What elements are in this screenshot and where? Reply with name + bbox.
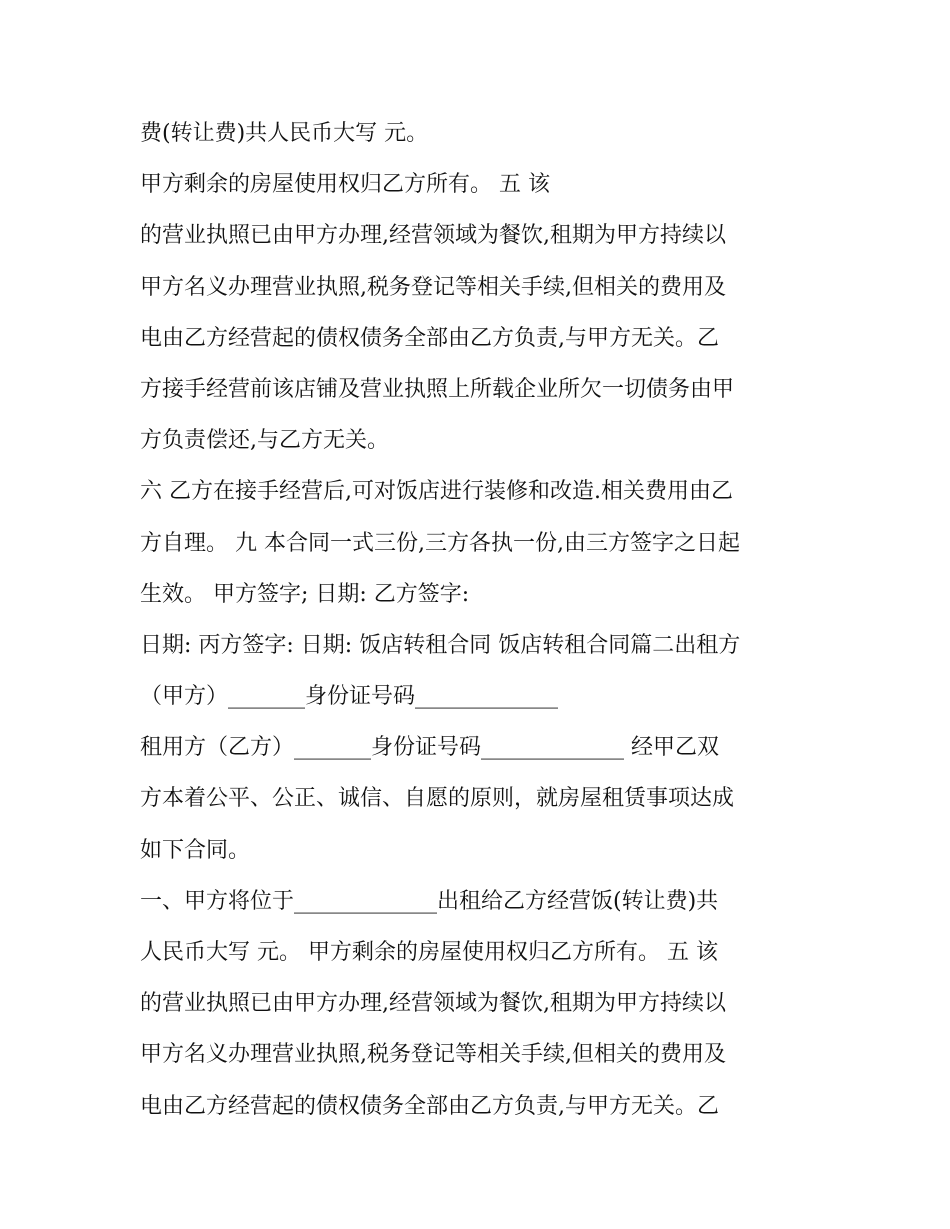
text-line: 一、甲方将位于_____________出租给乙方经营饭(转让费)共 xyxy=(140,888,719,914)
text-line: 费(转让费)共人民币大写 元。 xyxy=(140,121,429,146)
text-line: 六 乙方在接手经营后,可对饭店进行装修和改造.相关费用由乙 xyxy=(140,479,733,505)
text-line: （甲方）_______身份证号码_____________ xyxy=(140,684,559,710)
text-line: 甲方名义办理营业执照,税务登记等相关手续,但相关的费用及 xyxy=(140,1042,726,1068)
document-body xyxy=(140,108,830,1132)
text-line: 方本着公平、公正、诚信、自愿的原则，就房屋租赁事项达成 xyxy=(140,786,735,812)
text-line: 电由乙方经营起的债权债务全部由乙方负责,与甲方无关。乙 xyxy=(140,325,719,351)
text-line: 如下合同。 xyxy=(140,837,251,863)
text-line: 方接手经营前该店铺及营业执照上所载企业所欠一切债务由甲 xyxy=(140,376,735,402)
text-line: 甲方名义办理营业执照,税务登记等相关手续,但相关的费用及 xyxy=(140,274,726,300)
text-line: 租用方（乙方）_______身份证号码_____________ 经甲乙双 xyxy=(140,735,719,761)
text-line: 的营业执照已由甲方办理,经营领域为餐饮,租期为甲方持续以 xyxy=(140,223,726,249)
text-line: 电由乙方经营起的债权债务全部由乙方负责,与甲方无关。乙 xyxy=(140,1093,719,1119)
text-line: 生效。 甲方签字; 日期: 乙方签字: xyxy=(140,581,470,607)
text-line: 甲方剩余的房屋使用权归乙方所有。 五 该 xyxy=(140,172,550,198)
text-line: 日期: 丙方签字: 日期: 饭店转租合同 饭店转租合同篇二出租方 xyxy=(140,632,741,658)
text-line: 方自理。 九 本合同一式三份,三方各执一份,由三方签字之日起 xyxy=(140,530,740,556)
text-line: 人民币大写 元。 甲方剩余的房屋使用权归乙方所有。 五 该 xyxy=(140,940,718,965)
text-line: 方负责偿还,与乙方无关。 xyxy=(140,428,389,454)
text-line: 的营业执照已由甲方办理,经营领域为餐饮,租期为甲方持续以 xyxy=(140,991,726,1017)
